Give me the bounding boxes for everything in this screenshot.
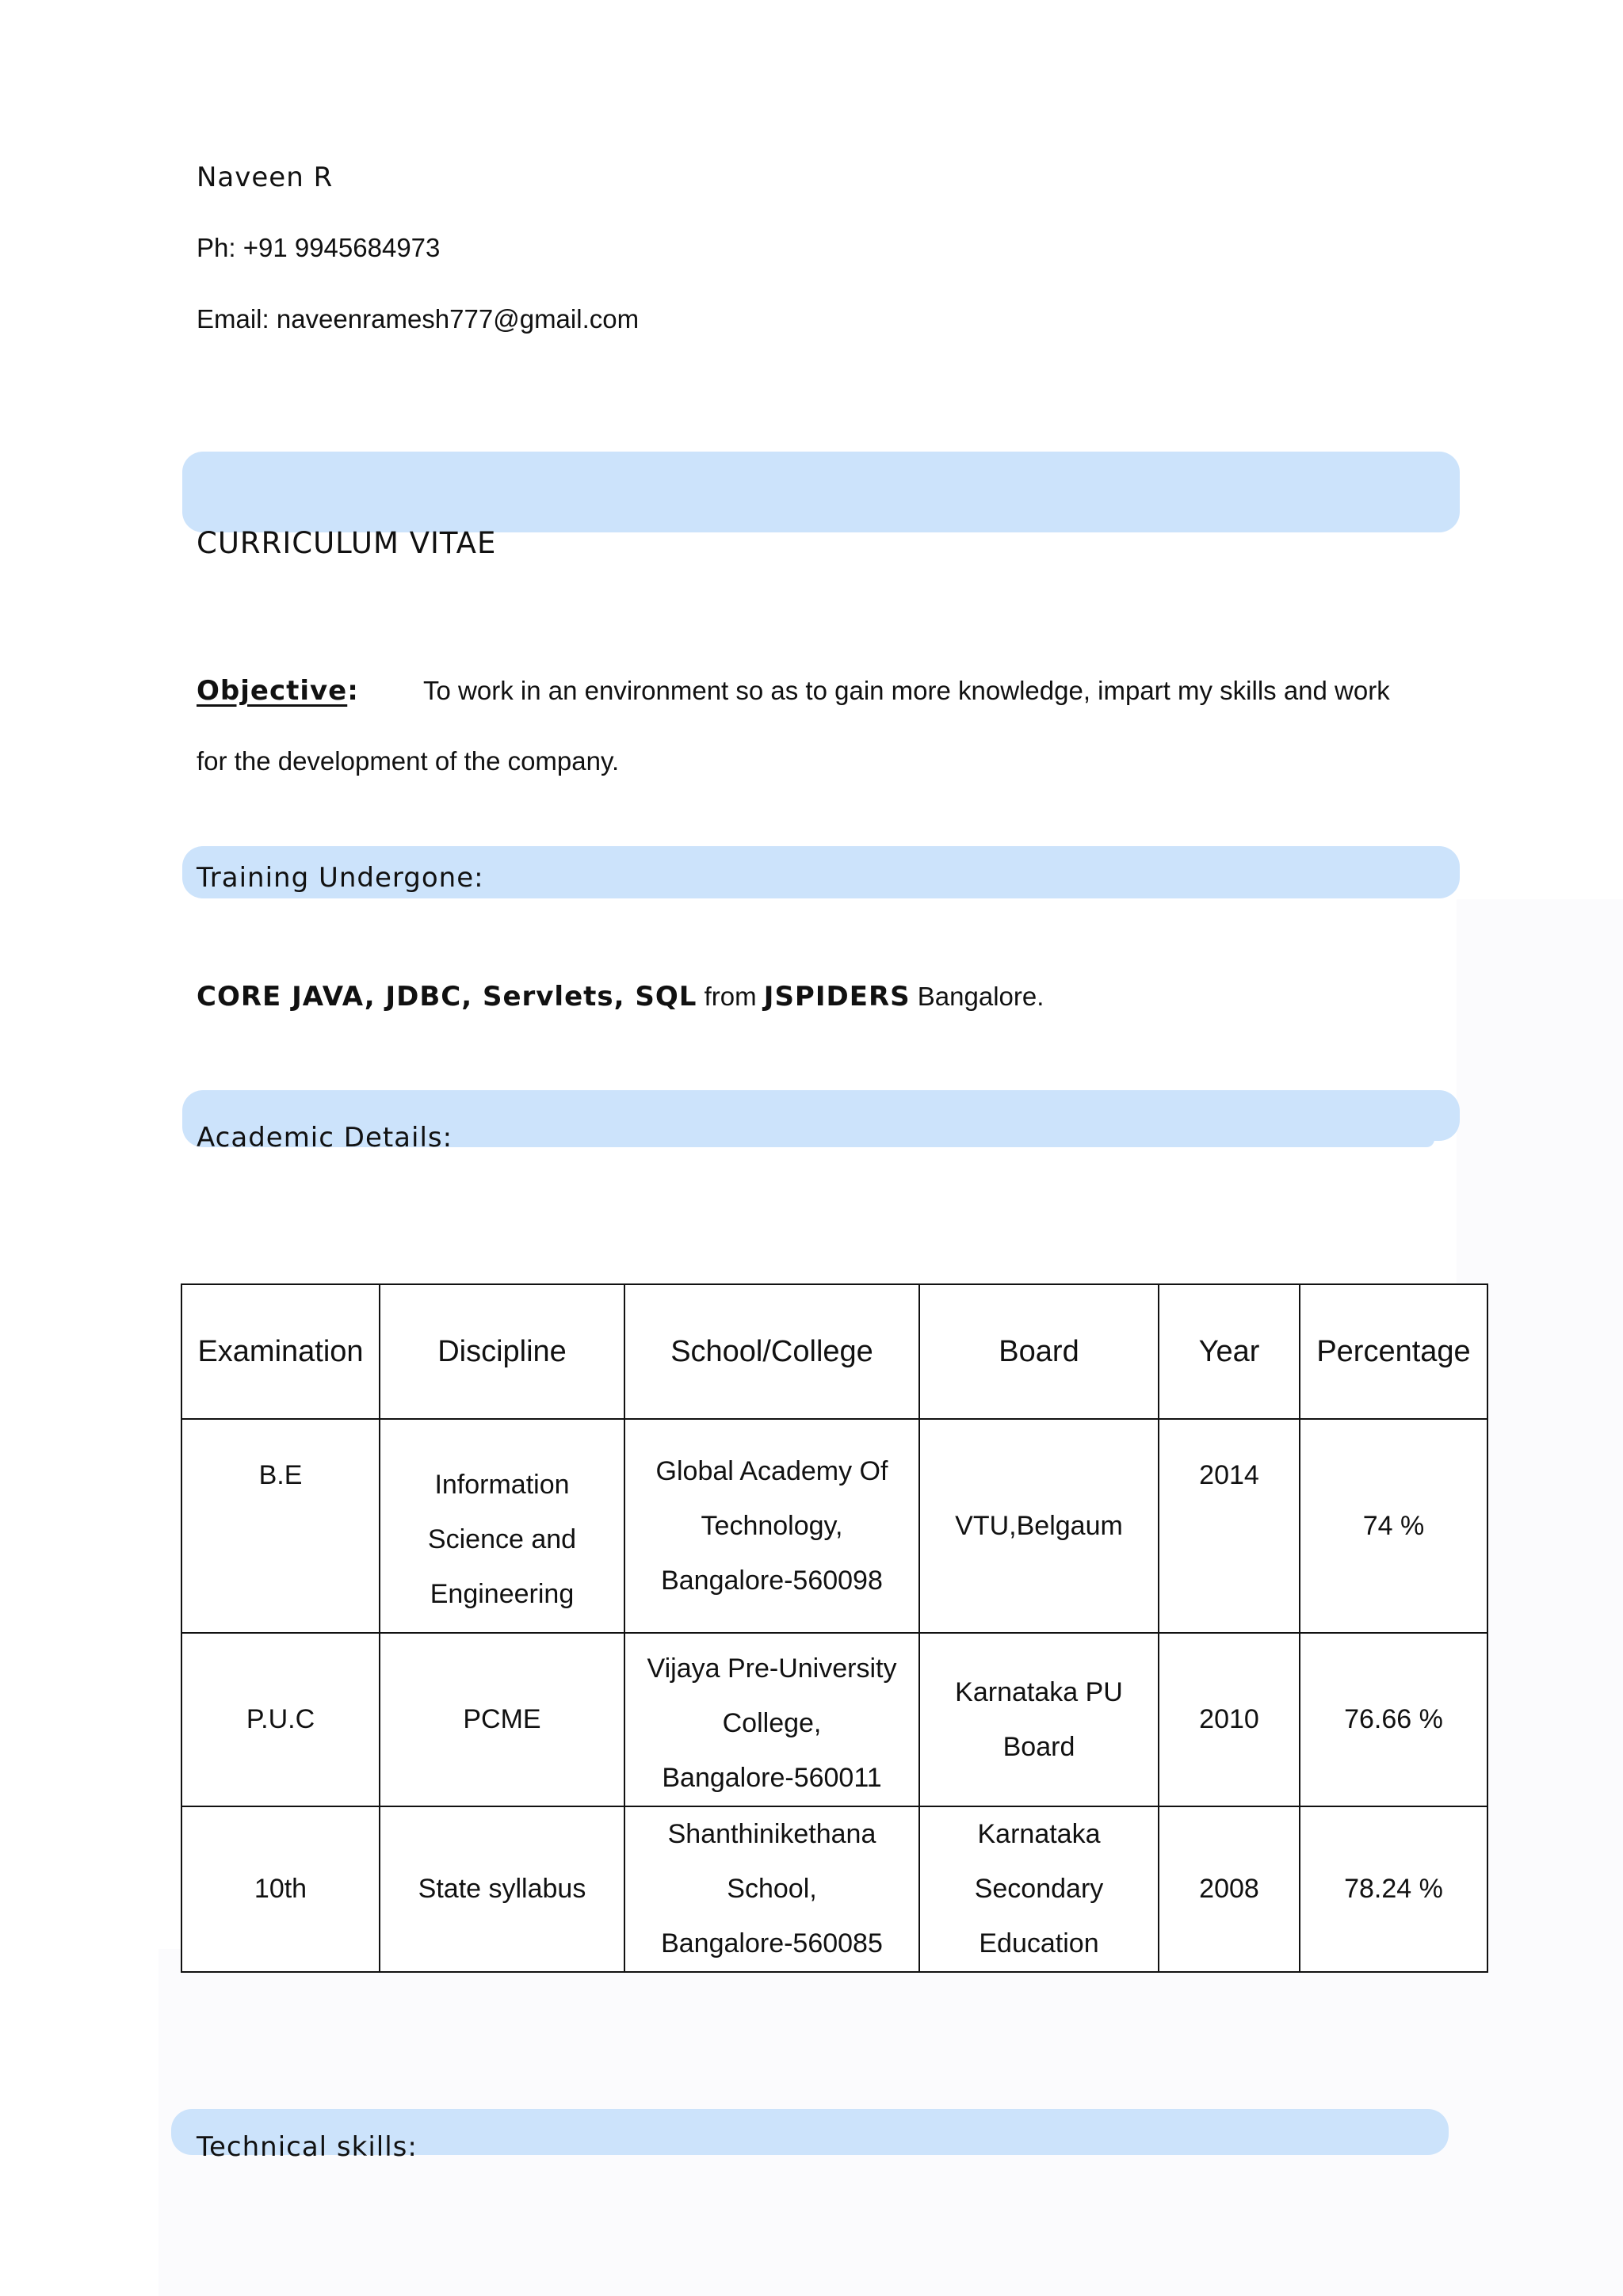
- table-cell: [1300, 1419, 1487, 1633]
- training-institute: JSPIDERS: [763, 981, 911, 1013]
- candidate-name: Naveen R: [197, 162, 334, 193]
- table-cell: [1300, 1633, 1487, 1806]
- table-row: [181, 1633, 1487, 1806]
- cell-text: 76.66 %: [1344, 1704, 1443, 1734]
- table-cell: [1300, 1806, 1487, 1972]
- column-header: School/College: [624, 1284, 919, 1419]
- cell-text: Shanthinikethana School, Bangalore-560085: [661, 1819, 883, 1958]
- title-band: [182, 452, 1460, 532]
- cell-text: VTU,Belgaum: [955, 1510, 1123, 1541]
- table-cell: [380, 1633, 624, 1806]
- technical-heading: Technical skills:: [197, 2131, 418, 2163]
- objective-line-1: [197, 675, 1390, 707]
- training-heading: Training Undergone:: [197, 862, 484, 894]
- column-header: Board: [919, 1284, 1159, 1419]
- table-cell: [1159, 1419, 1300, 1633]
- table-cell: [1159, 1633, 1300, 1806]
- cell-text: Global Academy Of Technology, Bangalore-560098: [655, 1455, 888, 1596]
- objective-text-2: for the development of the company.: [197, 746, 620, 776]
- cell-text: 2014: [1199, 1460, 1259, 1490]
- column-header: Discipline: [380, 1284, 624, 1419]
- table-cell: [181, 1633, 380, 1806]
- table-row: [181, 1806, 1487, 1972]
- table-cell: [1159, 1806, 1300, 1972]
- cell-text: Information Science and Engineering: [427, 1469, 577, 1609]
- academic-heading: Academic Details:: [197, 1122, 453, 1154]
- cell-text: 2008: [1199, 1874, 1259, 1904]
- table-cell: [181, 1419, 380, 1633]
- objective-label: Objective: [197, 675, 348, 707]
- column-header: Examination: [181, 1284, 380, 1419]
- table-header-row: [181, 1284, 1487, 1419]
- table-cell: [919, 1633, 1159, 1806]
- cell-text: Karnataka PU Board: [955, 1676, 1123, 1762]
- column-header: Percentage: [1300, 1284, 1487, 1419]
- objective-colon: :: [347, 675, 359, 707]
- cell-text: PCME: [463, 1704, 541, 1734]
- table-cell: [919, 1806, 1159, 1972]
- training-details: [197, 981, 1044, 1013]
- cell-text: Karnataka Secondary Education: [974, 1819, 1104, 1958]
- cell-text: 74 %: [1362, 1510, 1425, 1541]
- training-from: from: [704, 982, 757, 1011]
- academic-table: [181, 1283, 1488, 1973]
- table-cell: [624, 1419, 919, 1633]
- training-city: Bangalore.: [917, 982, 1044, 1011]
- page-title: CURRICULUM VITAE: [197, 526, 497, 560]
- table-cell: [181, 1806, 380, 1972]
- cell-text: B.E: [258, 1460, 303, 1490]
- cell-text: Vijaya Pre-University College, Bangalore-560011: [647, 1653, 897, 1793]
- cell-text: 78.24 %: [1344, 1874, 1443, 1904]
- table-cell: [624, 1806, 919, 1972]
- table-cell: [919, 1419, 1159, 1633]
- cell-text: P.U.C: [246, 1704, 315, 1734]
- table-cell: [380, 1806, 624, 1972]
- cell-text: State syllabus: [418, 1874, 586, 1904]
- phone-number: Ph: +91 9945684973: [197, 233, 441, 262]
- table-row: [181, 1419, 1487, 1633]
- objective-text-1: To work in an environment so as to gain more knowledge, impart my skills and work: [423, 676, 1390, 705]
- cell-text: 2010: [1199, 1704, 1259, 1734]
- table-cell: [624, 1633, 919, 1806]
- cell-text: 10th: [254, 1874, 307, 1904]
- email-address: Email: naveenramesh777@gmail.com: [197, 304, 640, 334]
- training-courses: CORE JAVA, JDBC, Servlets, SQL: [197, 981, 697, 1013]
- table-cell: [380, 1419, 624, 1633]
- column-header: Year: [1159, 1284, 1300, 1419]
